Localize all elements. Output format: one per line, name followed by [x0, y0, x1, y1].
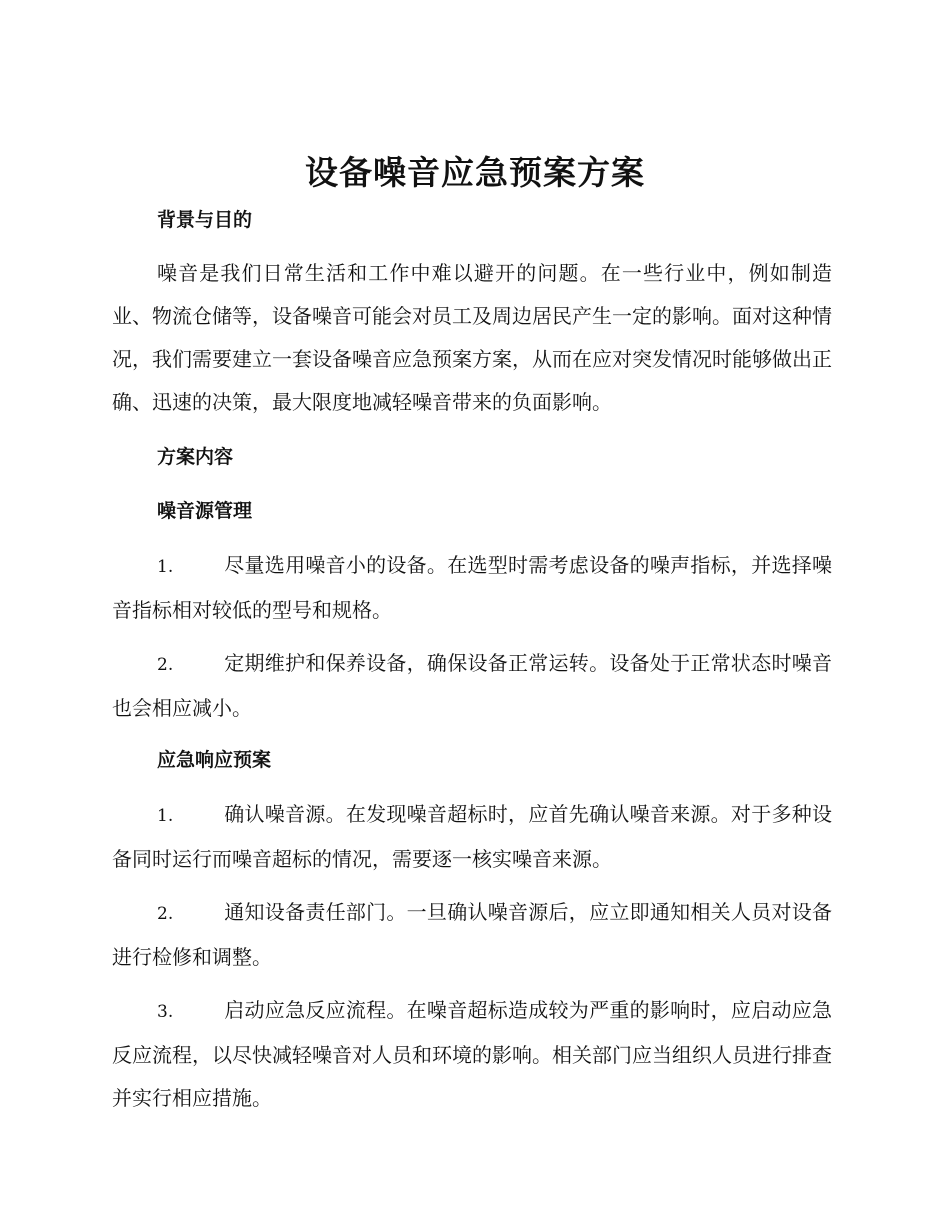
- background-paragraph: 噪音是我们日常生活和工作中难以避开的问题。在一些行业中，例如制造业、物流仓储等，设备噪音可能会对员工及周边居民产生一定的影响。面对这种情况，我们需要建立一套设备噪音应急预案方案，从而在应对突发情况时能够做出正确、迅速的决策，最大限度地减轻噪音带来的负面影响。: [112, 261, 832, 414]
- response-item-1: [112, 793, 832, 881]
- list-item-number: 1.: [157, 557, 174, 577]
- background-paragraph-block: [112, 252, 832, 424]
- list-item-text: 定期维护和保养设备，确保设备正常运转。设备处于正常状态时噪音也会相应减小。: [112, 651, 832, 720]
- list-item-text: 通知设备责任部门。一旦确认噪音源后，应立即通知相关人员对设备进行检修和调整。: [112, 900, 832, 969]
- list-item-number: 2.: [157, 904, 174, 924]
- source-item-1: [112, 544, 832, 632]
- section-heading-emergency-response: 应急响应预案: [157, 749, 272, 771]
- source-item-2: [112, 642, 832, 730]
- document-title: 设备噪音应急预案方案: [305, 153, 645, 192]
- list-item-number: 3.: [157, 1002, 174, 1022]
- section-heading-source-management: 噪音源管理: [157, 500, 253, 522]
- list-item-text: 尽量选用噪音小的设备。在选型时需考虑设备的噪声指标，并选择噪音指标相对较低的型号和规格。: [112, 553, 832, 622]
- list-item-number: 2.: [157, 655, 174, 675]
- list-item-number: 1.: [157, 806, 174, 826]
- response-item-3: [112, 989, 832, 1120]
- section-heading-background: 背景与目的: [157, 209, 253, 231]
- list-item-text: 启动应急反应流程。在噪音超标造成较为严重的影响时，应启动应急反应流程，以尽快减轻噪音对人员和环境的影响。相关部门应当组织人员进行排查并实行相应措施。: [112, 998, 832, 1110]
- section-heading-content: 方案内容: [157, 446, 234, 468]
- list-item-text: 确认噪音源。在发现噪音超标时，应首先确认噪音来源。对于多种设备同时运行而噪音超标的情况，需要逐一核实噪音来源。: [112, 802, 832, 871]
- response-item-2: [112, 891, 832, 979]
